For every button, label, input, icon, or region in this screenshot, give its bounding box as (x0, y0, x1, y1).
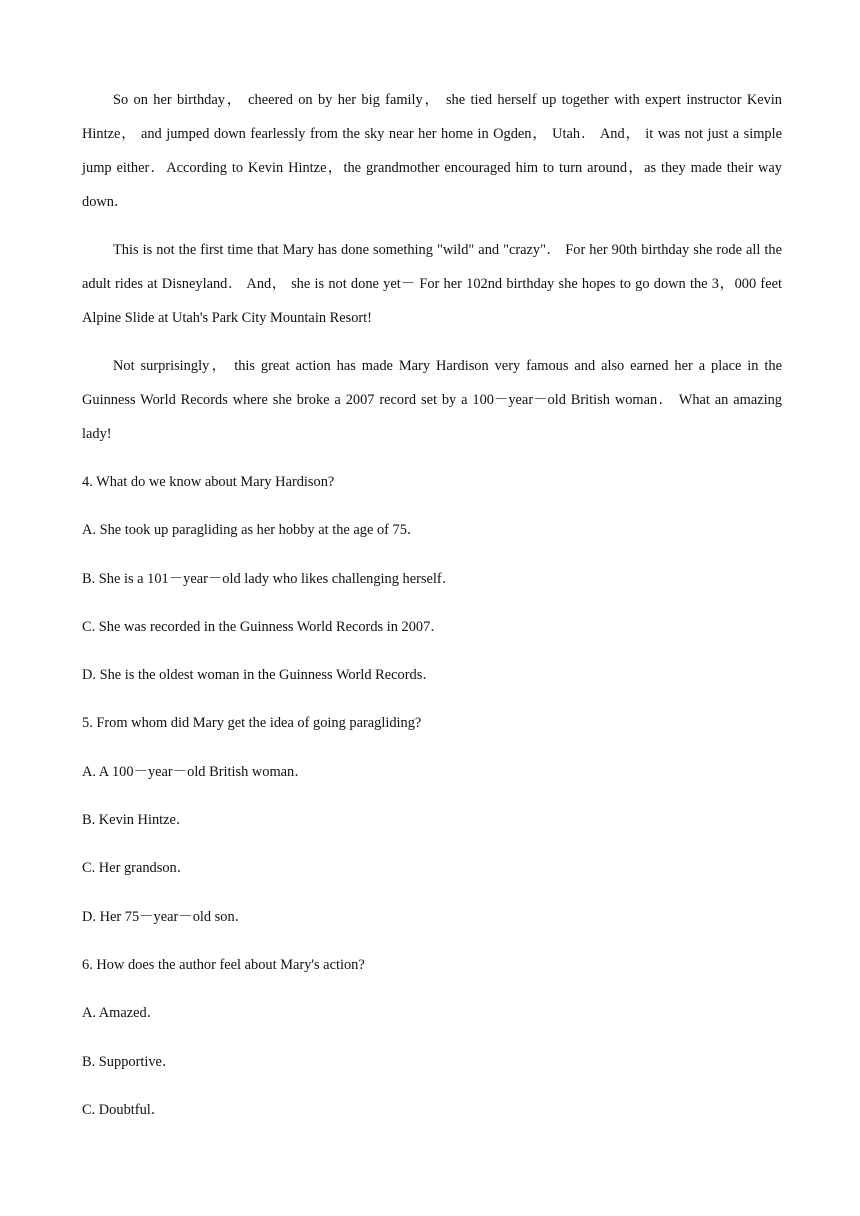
question-stem: 6. How does the author feel about Mary's action? (82, 956, 365, 973)
passage-paragraph-2: This is not the first time that Mary has done something "wild" and "crazy"． For her 90th birthday she rode all the adult rides at Disneyland． And， she is not done yet－ For her 102nd birthday she hopes to go down the 3，000 feet Alpine Slide at Utah's Park City Mountain Resort! (82, 242, 782, 326)
option-b: B. Supportive． (82, 1053, 177, 1070)
question-stem: 4. What do we know about Mary Hardison? (82, 474, 335, 490)
option-b: B. She is a 101－year－old lady who likes challenging herself． (82, 570, 457, 587)
option-c: C. Her grandson． (82, 860, 192, 877)
document-page (82, 83, 782, 1141)
passage-paragraph-3: Not surprisingly， this great action has made Mary Hardison very famous and also earned her a place in the Guinness World Records where she broke a 2007 record set by a 100－year－old British woman． What an amazing lady! (82, 358, 782, 442)
option-c: C. She was recorded in the Guinness World Records in 2007． (82, 618, 445, 635)
question-6 (82, 948, 782, 1141)
option-a: A. Amazed． (82, 1005, 162, 1022)
option-a: A. A 100－year－old British woman． (82, 763, 309, 780)
question-stem: 5. From whom did Mary get the idea of going paragliding? (82, 715, 422, 732)
option-b: B. Kevin Hintze． (82, 812, 191, 829)
option-a: A. She took up paragliding as her hobby at the age of 75． (82, 522, 422, 539)
question-5 (82, 706, 782, 947)
question-4 (82, 465, 782, 706)
passage-paragraph-1: So on her birthday， cheered on by her big family， she tied herself up together with expert instructor Kevin Hintze， and jumped down fearlessly from the sky near her home in Ogden， Utah． And， it was not just a simple jump either．According to Kevin Hintze，the grandmother encouraged him to turn around，as they made their way down． (82, 92, 782, 210)
option-d: D. Her 75－year－old son． (82, 908, 250, 925)
option-d: D. She is the oldest woman in the Guinness World Records． (82, 667, 437, 684)
option-c: C. Doubtful． (82, 1101, 166, 1118)
